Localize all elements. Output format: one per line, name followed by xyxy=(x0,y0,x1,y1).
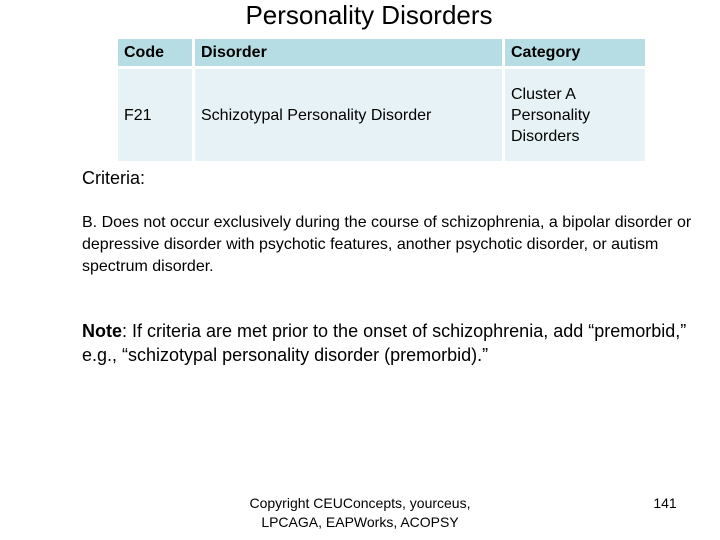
header-code: Code xyxy=(118,39,192,66)
note-label: Note xyxy=(82,321,122,341)
note-text: : If criteria are met prior to the onset of schizophrenia, add “premorbid,” e.g., “schizotypal personality disorder (premorbid).” xyxy=(82,321,687,365)
table-row xyxy=(118,69,645,161)
header-category: Category xyxy=(505,39,645,66)
page-number: 141 xyxy=(653,495,677,511)
diagnosis-table xyxy=(115,36,648,164)
criterion-b: B. Does not occur exclusively during the course of schizophrenia, a bipolar disorder or depressive disorder with psychotic features, another psychotic disorder, or autism spectrum disorder. xyxy=(82,214,692,275)
cell-code: F21 xyxy=(118,69,192,161)
slide-title: Personality Disorders xyxy=(245,0,493,30)
criteria-label: Criteria: xyxy=(82,168,146,188)
cell-disorder: Schizotypal Personality Disorder xyxy=(195,69,502,161)
header-disorder: Disorder xyxy=(195,39,502,66)
copyright-footer: Copyright CEUConcepts, yourceus, LPCAGA, EAPWorks, ACOPSY xyxy=(249,495,471,530)
table-header-row xyxy=(118,39,645,66)
note-paragraph xyxy=(82,319,702,367)
cell-category: Cluster A Personality Disorders xyxy=(505,69,645,161)
